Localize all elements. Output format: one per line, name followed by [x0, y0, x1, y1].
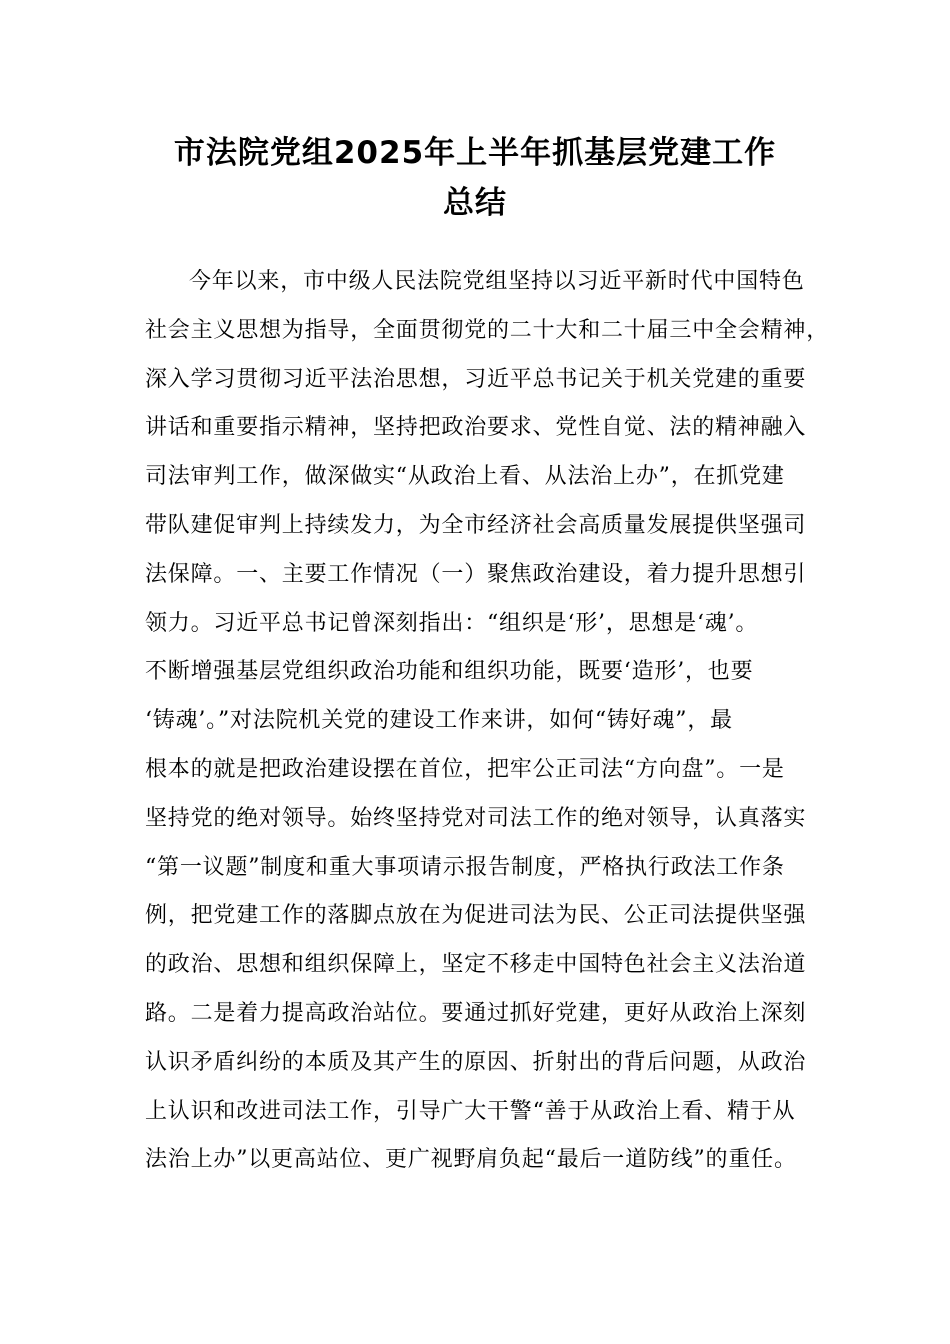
body-line: 深入学习贯彻习近平法治思想，习近平总书记关于机关党建的重要 [145, 366, 807, 392]
body-line: 司法审判工作，做深做实“从政治上看、从法治上办”，在抓党建 [145, 464, 785, 490]
body-line: 法保障。一、主要工作情况（一）聚焦政治建设，着力提升思想引 [145, 561, 807, 587]
body-line: 不断增强基层党组织政治功能和组织功能，既要‘造形’，也要 [145, 659, 754, 685]
body-line: 根本的就是把政治建设摆在首位，把牢公正司法“方向盘”。一是 [145, 756, 785, 782]
body-line: 带队建促审判上持续发力，为全市经济社会高质量发展提供坚强司 [145, 512, 807, 538]
body-line: 例，把党建工作的落脚点放在为促进司法为民、公正司法提供坚强 [145, 903, 807, 929]
body-line: 社会主义思想为指导，全面贯彻党的二十大和二十届三中全会精神， [145, 317, 830, 343]
body-line: 讲话和重要指示精神，坚持把政治要求、党性自觉、法的精神融入 [145, 415, 807, 441]
document-title [0, 128, 950, 228]
body-line: 法治上办”以更高站位、更广视野肩负起“最后一道防线”的重任。 [145, 1147, 797, 1173]
body-line: 路。二是着力提高政治站位。要通过抓好党建，更好从政治上深刻 [145, 1000, 807, 1026]
document-body [145, 258, 830, 1185]
body-line: 上认识和改进司法工作，引导广大干警“善于从政治上看、精于从 [145, 1098, 796, 1124]
body-line: “第一议题”制度和重大事项请示报告制度，严格执行政法工作条 [145, 854, 785, 880]
body-line: 坚持党的绝对领导。始终坚持党对司法工作的绝对领导，认真落实 [145, 805, 807, 831]
body-line: 的政治、思想和组织保障上，坚定不移走中国特色社会主义法治道 [145, 952, 807, 978]
body-line: 认识矛盾纠纷的本质及其产生的原因、折射出的背后问题，从政治 [145, 1049, 807, 1075]
body-line: 今年以来，市中级人民法院党组坚持以习近平新时代中国特色 [189, 269, 805, 294]
title-line-2: 总结 [443, 185, 507, 221]
body-line: 领力。习近平总书记曾深刻指出：“组织是‘形’，思想是‘魂’。 [145, 610, 759, 636]
body-line: ‘铸魂’。”对法院机关党的建设工作来讲，如何“铸好魂”，最 [145, 708, 733, 734]
title-line-1: 市法院党组2025年上半年抓基层党建工作 [173, 135, 777, 171]
